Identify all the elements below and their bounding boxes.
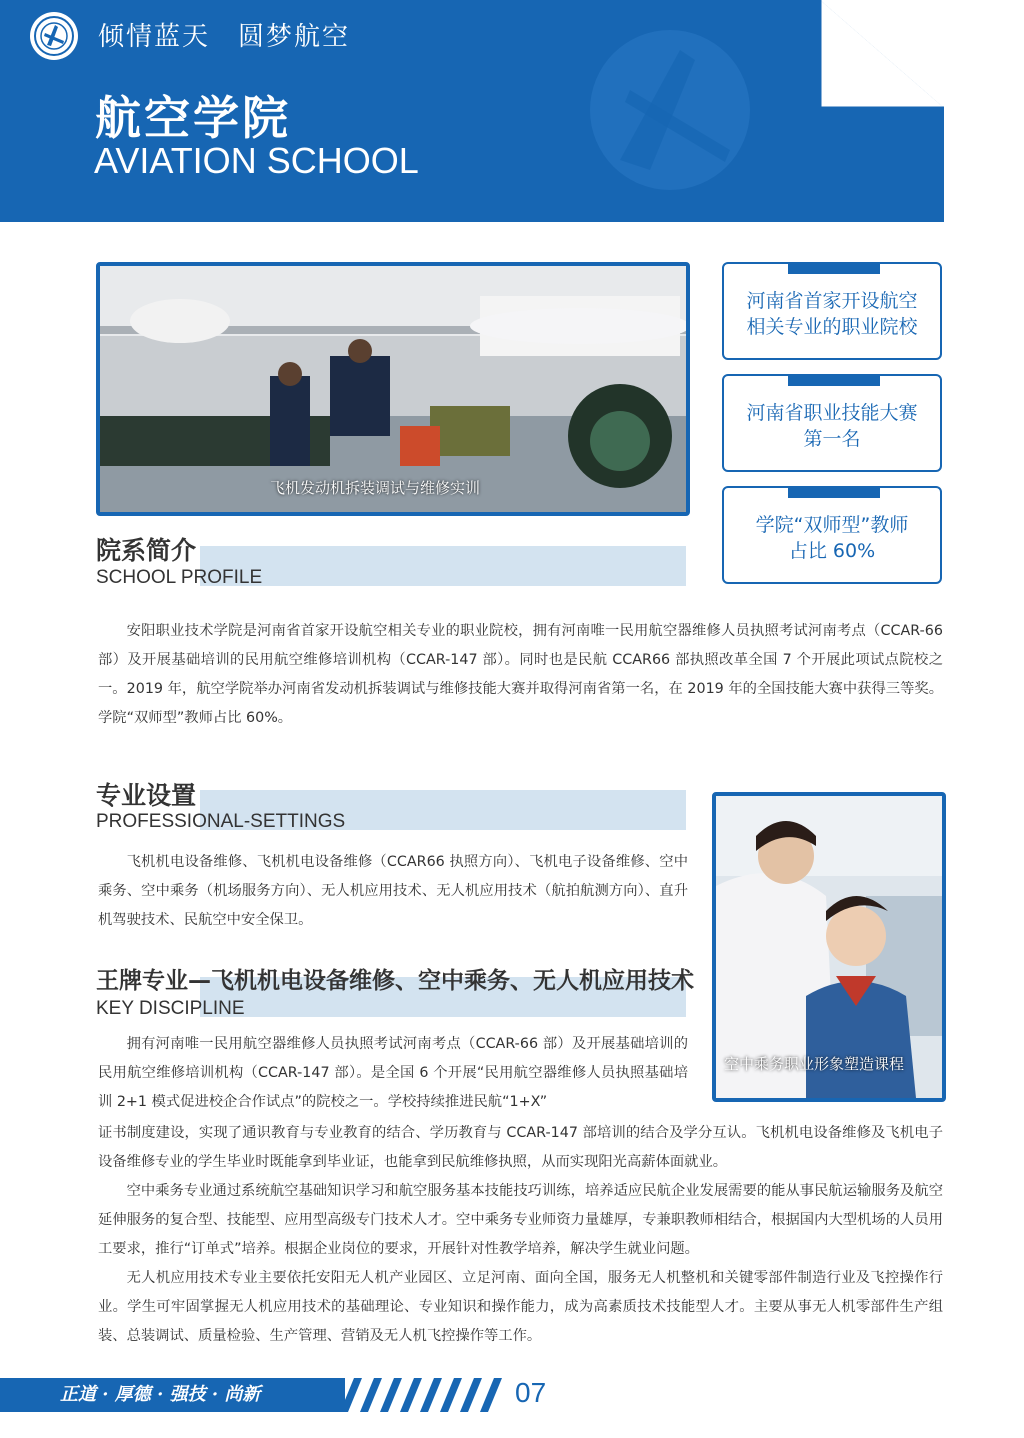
profile-heading-bg (200, 546, 686, 586)
highlight-card-3 (722, 486, 942, 584)
settings-text: 飞机机电设备维修、飞机机电设备维修（CCAR66 执照方向）、飞机电子设备维修、空中乘务、空中乘务（机场服务方向）、无人机应用技术、无人机应用技术（航拍航测方向）、直升机驾驶技术、民航空中安全保卫。 (98, 854, 688, 928)
settings-title-en: PROFESSIONAL-SETTINGS (96, 811, 346, 832)
highlight-text-2: 河南省职业技能大赛 第一名 (746, 402, 918, 450)
header-slogan: 倾情蓝天 圆梦航空 (98, 22, 351, 52)
key-text-1b: 证书制度建设，实现了通识教育与专业教育的结合、学历教育与 CCAR-147 部培训的结合及学分互认。飞机机电设备维修及飞机电子设备维修专业的学生毕业时既能拿到毕业证，也能拿到民航维修执照，从而实现阳光高薪体面就业。 (98, 1125, 943, 1170)
key-text-2: 空中乘务专业通过系统航空基础知识学习和航空服务基本技能技巧训练，培养适应民航企业发展需要的能从事民航运输服务及航空延伸服务的复合型、技能型、应用型高级专门技术人才。空中乘务专业师资力量雄厚，专兼职教师相结合，根据国内大型机场的人员用工要求，推行“订单式”培养。根据企业岗位的要求，开展针对性教学培养，解决学生就业问题。 (98, 1183, 943, 1257)
highlight-card-1 (722, 262, 942, 360)
engine-photo-caption: 飞机发动机拆装调试与维修实训 (270, 479, 481, 497)
settings-title-cn: 专业设置 (96, 781, 197, 810)
page-title-cn: 航空学院 (95, 91, 291, 145)
highlight-text-1: 河南省首家开设航空 相关专业的职业院校 (746, 290, 918, 338)
profile-title-cn: 院系简介 (96, 536, 197, 565)
footer-motto: 正道 · 厚德 · 强技 · 尚新 (0, 1378, 345, 1412)
watermark-logo (580, 20, 760, 200)
corner-cutout (820, 0, 944, 108)
card-tab (788, 374, 880, 386)
card-tab (788, 262, 880, 274)
key-text-3: 无人机应用技术专业主要依托安阳无人机产业园区、立足河南、面向全国，服务无人机整机和关键零部件制造行业及飞控操作行业。学生可牢固掌握无人机应用技术的基础理论、专业知识和操作能力，成为高素质技术技能型人才。主要从事无人机零部件生产组装、总装调试、质量检验、生产管理、营销及无人机飞控操作等工作。 (98, 1270, 943, 1344)
header-banner (0, 0, 944, 222)
profile-text: 安阳职业技术学院是河南省首家开设航空相关专业的职业院校，拥有河南唯一民用航空器维修人员执照考试河南考点（CCAR-66 部）及开展基础培训的民用航空维修培训机构（CCAR-147 部）。同时也是民航 CCAR66 部执照改革全国 7 个开展此项试点院校之一。2019 年，航空学院举办河南省发动机拆装调试与维修技能大赛并取得河南省第一名，在 2019 年的全国技能大赛中获得三等奖。学院“双师型”教师占比 60%。 (98, 623, 943, 726)
card-tab (788, 486, 880, 498)
highlight-card-2 (722, 374, 942, 472)
footer-stripes (330, 1378, 510, 1412)
key-title-en: KEY DISCIPLINE (96, 998, 245, 1019)
profile-title-en: SCHOOL PROFILE (96, 567, 263, 588)
cabin-photo-caption: 空中乘务职业形象塑造课程 (724, 1055, 905, 1073)
key-title-cn: 王牌专业—飞机机电设备维修、空中乘务、无人机应用技术 (96, 968, 694, 994)
highlight-text-3: 学院“双师型”教师 占比 60% (755, 514, 909, 562)
key-text-1a: 拥有河南唯一民用航空器维修人员执照考试河南考点（CCAR-66 部）及开展基础培训的民用航空维修培训机构（CCAR-147 部）。是全国 6 个开展“民用航空器维修人员执照基础培训 2+1 模式促进校企合作试点”的院校之一。学校持续推进民航“1+X” (98, 1036, 688, 1110)
page-title-en: AVIATION SCHOOL (94, 140, 419, 181)
school-logo (30, 12, 78, 60)
page-number: 07 (515, 1377, 547, 1408)
